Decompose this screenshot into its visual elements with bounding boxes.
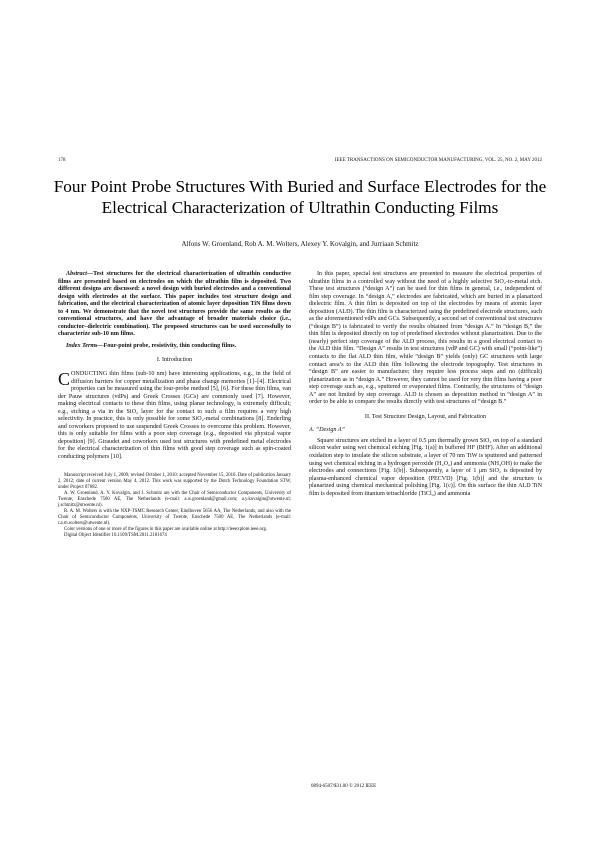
running-header: IEEE TRANSACTIONS ON SEMICONDUCTOR MANUFACTURING, VOL. 25, NO. 2, MAY 2012: [334, 158, 542, 163]
drop-cap: C: [58, 369, 71, 390]
right-paragraph-2: Square structures are etched in a layer of 0.5 μm thermally grown SiO₂ on top of a standard silicon wafer using wet chemical etching [Fig. 1(a)] in buffered HF (BHF). After an additional oxidation step to insulate the silicon substrate, a layer of 70 nm TiW is sputtered and patterned using wet chemical etching in a hydrogen peroxide (H₂O₂) and ammonia (NH₄OH) to make the electrodes and connections [Fig. 1(b)]. Subsequently, a layer of 1 μm SiO₂ is deposited by plasma-enhanced chemical vapor deposition (PECVD) [Fig. 1(b)] and the structure is planarized using chemical mechanical polishing [Fig. 1(c)]. On this surface the thin ALD TiN film is deposited from titanium tetrachloride (TiCl₄) and ammonia: [309, 437, 542, 497]
section-heading-introduction: I. Introduction: [156, 357, 193, 364]
index-terms-label: Index Terms—: [66, 342, 104, 349]
abstract-text: Test structures for the electrical characterization of ultrathin conductive films are presented based on electrodes on which the ultrathin film is deposited. Two different designs are discussed: a novel design with buried electrodes and a conventional design with electrodes at the surface. This paper includes test structure design and fabrication, and the electrical characterization of atomic layer deposition TiN films down to 4 nm. We demonstrate that the novel test structures provide the same results as the conventional structures, and have the advantage of broader materials choice (i.e., conductor–dielectric combination). The proposed structures can be used successfully to characterize sub-10 nm films.: [58, 271, 291, 338]
abstract-label: Abstract—: [66, 271, 94, 277]
footnote-doi: Digital Object Identifier 10.1109/TSM.2011.2181674: [64, 532, 167, 538]
index-terms: [58, 343, 291, 351]
footnote-author-nxp: R. A. M. Wolters is with the NXP-TSMC Research Center, Eindhoven 5656 AA, The Netherlands, and also with the Chair of Semiconductor Components, University of Twente, Enschede 7500 AE, The Netherlands (e-mail: r.a.m.wolters@utwente.nl).: [58, 508, 291, 526]
author-list: Alfons W. Groenland, Rob A. M. Wolters, Alexey Y. Kovalgin, and Jurriaan Schmitz: [181, 240, 419, 248]
abstract: [58, 271, 291, 339]
footnote-color: Color versions of one or more of the figures in this paper are available online at http://ieeexplore.ieee.org.: [64, 526, 268, 532]
subsection-heading-design-a: A. “Design A”: [309, 427, 345, 434]
right-paragraph-1: In this paper, special test structures are presented to measure the electrical properties of ultrathin films in a controlled way without the need of a highly selective SiO₂-to-metal etch. These test structures (“design A”) can be used for thin films in general, i.e., independent of film step coverage. In “design A,” electrodes are fabricated, which are buried in a planarized dielectric film. A thin film is deposited on top of the electrodes by means of atomic layer deposition (ALD). The thin film is characterized using the predefined electrode structures, such as the aforementioned vdPs and GCs. Subsequently, a second set of conventional test structures (“design B”) is fabricated to verify the results obtained from “design A.” In “design B,” the thin film is deposited directly on top of predefined electrodes without planarization. Due to the (nearly) perfect step coverage of the ALD process, this results in a good electrical contact to the ALD thin film. “Design A” results in test structures (vdP and GC) with small (“point-like”) contacts to the flat ALD thin film, while “design B” yields (only) GC structures with large contact area’s to the ALD thin film following the electrode topography. Test structures in “design B” are easier to manufacture; they require less process steps and no (difficult) planarization as in “design A.” However, they cannot be used for very thin films having a poor step coverage such as, e.g., sputtered or evaporated films. Contrarily, the structures of “design A” are not limited by step coverage. ALD is chosen as deposition method in “design A” in order to be able to compare the results directly with test structures of “design B.”: [309, 271, 542, 406]
right-column: [309, 271, 542, 498]
footnotes: [58, 473, 291, 539]
footnote-authors-ut: A. W. Groenland, A. Y. Kovalgin, and J. Schmitz are with the Chair of Semiconductor Components, University of Twente, Enschede 7500 AE, The Netherlands (e-mail: a.w.groenland@gmail.com; a.y.kovalgin@utwente.nl; j.schmitz@utwente.nl).: [58, 490, 291, 508]
copyright-line: 0894-6507/$31.00 © 2012 IEEE: [311, 784, 377, 789]
intro-paragraph: [58, 371, 291, 462]
footnote-manuscript: Manuscript received July 1, 2009; revised October 1, 2010; accepted November 15, 2010. Date of publication January 2, 2012; date of current version May 4, 2012. This work was supported by the Dutch Technology Foundation STW, under Project 07682.: [58, 472, 291, 490]
index-terms-text: Four-point probe, resistivity, thin conducting films.: [103, 342, 237, 349]
intro-text: ONDUCTING thin films (sub-10 nm) have interesting applications, e.g., in the field of diffusion barriers for copper metallization and phase change memories [1]–[4]. Electrical properties can be measured using the four-probe method [5], [6]. For these thin films, van der Pauw structures (vdPs) and Greek Crosses (GCs) are commonly used [7]. However, making electrical contacts to these thin films, using planar technology, is extremely difficult; e.g., etching a via in the SiO₂ layer for the contact to such a film requires a very high selectivity. In practice, this is only possible for some SiO₂-metal combinations [8]. Enderling and coworkers proposed to use suspended Greek Crosses to overcome this problem. However, this is only suitable for films with a poor step coverage (e.g., deposited via physical vapor deposition) [9]. Giraudet and coworkers used test structures with predefined metal electrodes for the electrical characterization of thin films with good step coverage such as spin-coated conducting polymers [10].: [58, 371, 291, 461]
section-heading-design: II. Test Structure Design, Layout, and Fabrication: [364, 413, 487, 420]
page-number: 178: [58, 158, 66, 163]
left-column: [58, 271, 291, 539]
paper-title: Four Point Probe Structures With Buried and Surface Electrodes for the Electrical Characterization of Ultrathin Conducting Films: [53, 177, 547, 217]
